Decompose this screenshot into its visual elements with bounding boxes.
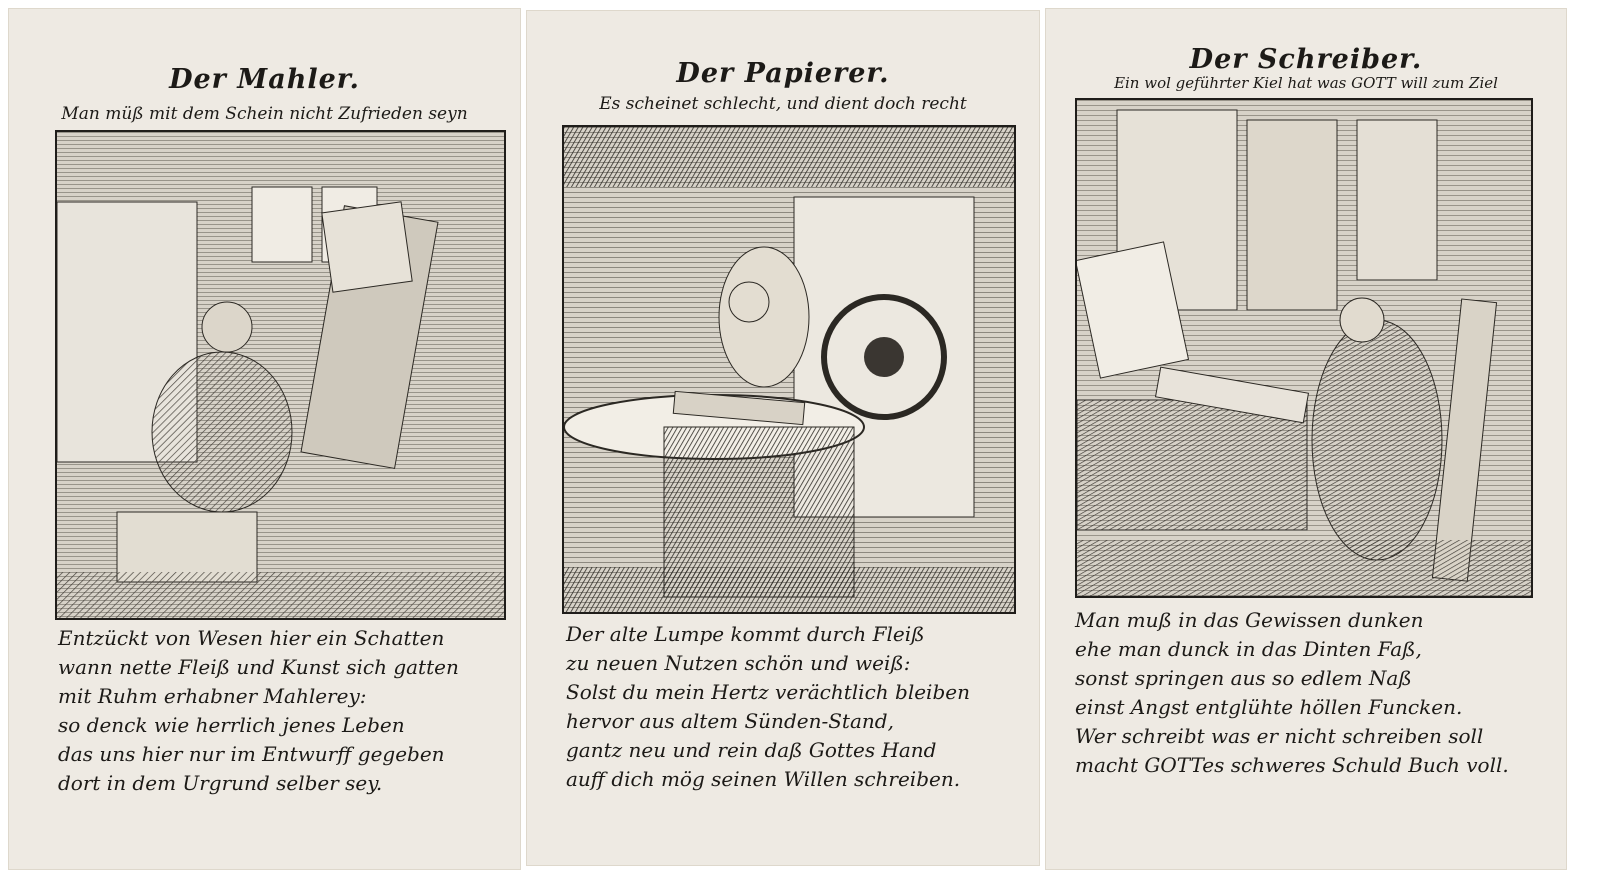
plate-scribe: [1045, 8, 1567, 870]
engraving-scribe-at-desk: [1075, 98, 1533, 598]
verse-line: auff dich mög seinen Willen schreiben.: [566, 767, 961, 791]
verse-line: hervor aus altem Sünden-Stand,: [566, 709, 894, 733]
verse-line: Der alte Lumpe kommt durch Fleiß: [566, 622, 925, 646]
verse-line: das uns hier nur im Entwurff gegeben: [58, 742, 445, 766]
plate-title: Der Schreiber.: [1189, 44, 1423, 75]
verse-line: Man muß in das Gewissen dunken: [1075, 608, 1424, 632]
verse-line: so denck wie herrlich jenes Leben: [58, 713, 405, 737]
verse-line: Solst du mein Hertz verächtlich bleiben: [566, 680, 970, 704]
plate-motto: Ein wol geführter Kiel hat was GOTT will zum Ziel: [1114, 74, 1498, 92]
plate-verse: [566, 620, 970, 794]
verse-line: ehe man dunck in das Dinten Faß,: [1075, 637, 1422, 661]
verse-line: Entzückt von Wesen hier ein Schatten: [58, 626, 445, 650]
plate-motto: Man müß mit dem Schein nicht Zufrieden seyn: [61, 104, 468, 124]
verse-line: sonst springen aus so edlem Naß: [1075, 666, 1412, 690]
engraving-papermaker-at-vat: [562, 125, 1016, 614]
plate-title: Der Mahler.: [169, 64, 360, 95]
plate-verse: [58, 624, 459, 798]
plate-papermaker: [526, 10, 1040, 866]
engraving-painter-at-easel: [55, 130, 506, 620]
verse-line: Wer schreibt was er nicht schreiben soll: [1075, 724, 1484, 748]
verse-line: einst Angst entglühte höllen Funcken.: [1075, 695, 1463, 719]
plate-title: Der Papierer.: [676, 58, 890, 89]
plate-painter: [8, 8, 521, 870]
verse-line: mit Ruhm erhabner Mahlerey:: [58, 684, 367, 708]
verse-line: macht GOTTes schweres Schuld Buch voll.: [1075, 753, 1509, 777]
verse-line: dort in dem Urgrund selber sey.: [58, 771, 383, 795]
plate-verse: [1075, 606, 1509, 780]
verse-line: gantz neu und rein daß Gottes Hand: [566, 738, 937, 762]
plate-motto: Es scheinet schlecht, und dient doch recht: [599, 94, 967, 114]
verse-line: wann nette Fleiß und Kunst sich gatten: [58, 655, 459, 679]
verse-line: zu neuen Nutzen schön und weiß:: [566, 651, 911, 675]
